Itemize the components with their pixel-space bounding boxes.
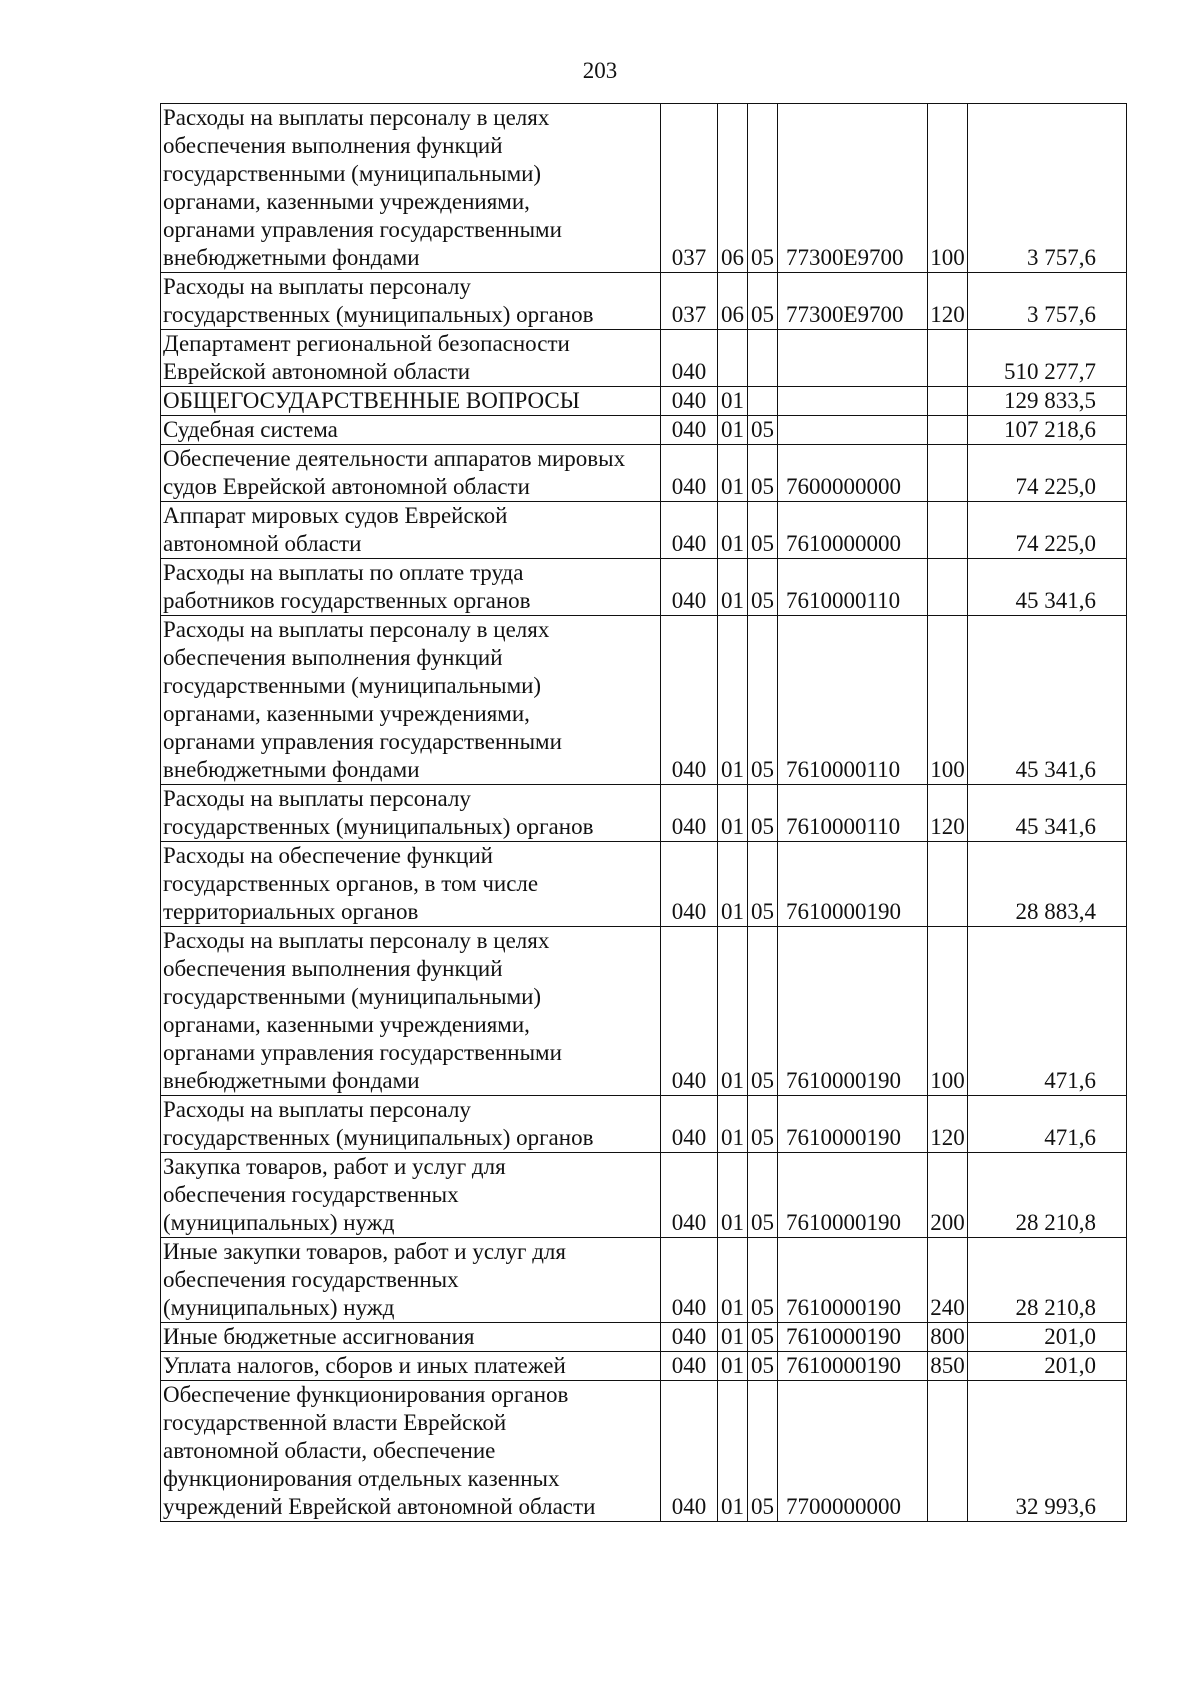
ministry-code-cell: 040 (661, 1352, 718, 1381)
ministry-code-cell: 040 (661, 1096, 718, 1153)
item-name-line: внебюджетными фондами (163, 757, 420, 782)
amount-cell: 45 341,6 (968, 559, 1127, 616)
table-row (161, 502, 1127, 559)
item-name-line: государственных (муниципальных) органов (163, 1125, 594, 1150)
item-name-line: ОБЩЕГОСУДАРСТВЕННЫЕ ВОПРОСЫ (163, 388, 580, 413)
subsection-code-cell (748, 387, 778, 416)
item-name-line: Судебная система (163, 417, 338, 442)
item-name-line: Расходы на выплаты персоналу в целях (163, 928, 550, 953)
item-name-line: государственных (муниципальных) органов (163, 814, 594, 839)
target-article-cell: 7610000190 (778, 1096, 928, 1153)
target-article-cell: 77300E9700 (778, 273, 928, 330)
ministry-code-cell: 040 (661, 387, 718, 416)
subsection-code-cell: 05 (748, 502, 778, 559)
ministry-code-cell: 040 (661, 1238, 718, 1323)
item-name-line: обеспечения выполнения функций (163, 133, 503, 158)
amount-cell: 471,6 (968, 1096, 1127, 1153)
item-name-line: государственными (муниципальными) (163, 161, 542, 186)
item-name-line: государственных (муниципальных) органов (163, 302, 594, 327)
item-name-cell (161, 559, 661, 616)
item-name-line: Расходы на выплаты персоналу в целях (163, 617, 550, 642)
item-name-cell (161, 1352, 661, 1381)
budget-table-body (161, 104, 1127, 1522)
item-name-line: государственной власти Еврейской (163, 1410, 507, 1435)
item-name-line: обеспечения выполнения функций (163, 645, 503, 670)
section-code-cell: 01 (718, 616, 748, 785)
section-code-cell: 01 (718, 1352, 748, 1381)
table-row (161, 785, 1127, 842)
ministry-code-cell: 040 (661, 1153, 718, 1238)
ministry-code-cell: 040 (661, 927, 718, 1096)
item-name-line: функционирования отдельных казенных (163, 1466, 560, 1491)
item-name-line: территориальных органов (163, 899, 419, 924)
amount-cell: 74 225,0 (968, 445, 1127, 502)
table-row (161, 1323, 1127, 1352)
subsection-code-cell: 05 (748, 273, 778, 330)
item-name-line: Иные бюджетные ассигнования (163, 1324, 475, 1349)
subsection-code-cell: 05 (748, 445, 778, 502)
target-article-cell: 77300E9700 (778, 104, 928, 273)
section-code-cell: 01 (718, 927, 748, 1096)
target-article-cell: 7610000190 (778, 927, 928, 1096)
ministry-code-cell: 040 (661, 1323, 718, 1352)
item-name-cell (161, 502, 661, 559)
expense-type-cell: 100 (928, 104, 968, 273)
item-name-line: Расходы на выплаты персоналу (163, 274, 471, 299)
subsection-code-cell: 05 (748, 416, 778, 445)
item-name-line: органами управления государственными (163, 729, 562, 754)
item-name-cell (161, 416, 661, 445)
expense-type-cell: 200 (928, 1153, 968, 1238)
table-row (161, 559, 1127, 616)
item-name-line: государственных органов, в том числе (163, 871, 539, 896)
item-name-line: автономной области, обеспечение (163, 1438, 496, 1463)
expense-type-cell: 850 (928, 1352, 968, 1381)
item-name-line: государственными (муниципальными) (163, 984, 542, 1009)
item-name-line: обеспечения государственных (163, 1267, 459, 1292)
section-code-cell: 01 (718, 1238, 748, 1323)
section-code-cell: 01 (718, 842, 748, 927)
table-row (161, 616, 1127, 785)
item-name-line: органами, казенными учреждениями, (163, 701, 530, 726)
expense-type-cell (928, 559, 968, 616)
table-row (161, 273, 1127, 330)
target-article-cell: 7610000110 (778, 616, 928, 785)
amount-cell: 510 277,7 (968, 330, 1127, 387)
ministry-code-cell: 040 (661, 502, 718, 559)
target-article-cell: 7600000000 (778, 445, 928, 502)
item-name-line: Расходы на выплаты персоналу (163, 1097, 471, 1122)
section-code-cell: 01 (718, 1096, 748, 1153)
expense-type-cell (928, 387, 968, 416)
table-row (161, 842, 1127, 927)
amount-cell: 45 341,6 (968, 616, 1127, 785)
target-article-cell (778, 416, 928, 445)
item-name-line: органами, казенными учреждениями, (163, 189, 530, 214)
section-code-cell: 06 (718, 273, 748, 330)
expense-type-cell: 240 (928, 1238, 968, 1323)
item-name-line: работников государственных органов (163, 588, 531, 613)
item-name-cell (161, 104, 661, 273)
ministry-code-cell: 040 (661, 1381, 718, 1522)
subsection-code-cell: 05 (748, 842, 778, 927)
item-name-line: Закупка товаров, работ и услуг для (163, 1154, 506, 1179)
expense-type-cell (928, 1381, 968, 1522)
amount-cell: 45 341,6 (968, 785, 1127, 842)
ministry-code-cell: 040 (661, 559, 718, 616)
budget-table (160, 103, 1127, 1522)
table-row (161, 1381, 1127, 1522)
table-row (161, 1153, 1127, 1238)
section-code-cell (718, 330, 748, 387)
subsection-code-cell: 05 (748, 927, 778, 1096)
ministry-code-cell: 040 (661, 842, 718, 927)
subsection-code-cell: 05 (748, 1323, 778, 1352)
subsection-code-cell: 05 (748, 1153, 778, 1238)
amount-cell: 107 218,6 (968, 416, 1127, 445)
section-code-cell: 01 (718, 445, 748, 502)
table-row (161, 1096, 1127, 1153)
item-name-line: обеспечения выполнения функций (163, 956, 503, 981)
subsection-code-cell: 05 (748, 616, 778, 785)
section-code-cell: 01 (718, 1323, 748, 1352)
table-row (161, 330, 1127, 387)
table-row (161, 927, 1127, 1096)
item-name-cell (161, 330, 661, 387)
section-code-cell: 01 (718, 559, 748, 616)
item-name-cell (161, 1323, 661, 1352)
table-row (161, 104, 1127, 273)
ministry-code-cell: 040 (661, 785, 718, 842)
item-name-line: Расходы на выплаты персоналу в целях (163, 105, 550, 130)
ministry-code-cell: 040 (661, 445, 718, 502)
amount-cell: 471,6 (968, 927, 1127, 1096)
expense-type-cell: 800 (928, 1323, 968, 1352)
amount-cell: 3 757,6 (968, 104, 1127, 273)
item-name-line: Департамент региональной безопасности (163, 331, 570, 356)
item-name-line: Расходы на выплаты по оплате труда (163, 560, 524, 585)
subsection-code-cell: 05 (748, 104, 778, 273)
expense-type-cell: 120 (928, 785, 968, 842)
amount-cell: 28 210,8 (968, 1153, 1127, 1238)
item-name-cell (161, 785, 661, 842)
expense-type-cell (928, 502, 968, 559)
item-name-line: внебюджетными фондами (163, 245, 420, 270)
item-name-line: Аппарат мировых судов Еврейской (163, 503, 508, 528)
item-name-line: Обеспечение деятельности аппаратов мировых (163, 446, 626, 471)
target-article-cell: 7610000110 (778, 559, 928, 616)
target-article-cell: 7610000190 (778, 1352, 928, 1381)
item-name-line: внебюджетными фондами (163, 1068, 420, 1093)
section-code-cell: 01 (718, 785, 748, 842)
expense-type-cell (928, 445, 968, 502)
expense-type-cell (928, 842, 968, 927)
amount-cell: 28 210,8 (968, 1238, 1127, 1323)
item-name-line: Расходы на выплаты персоналу (163, 786, 471, 811)
item-name-line: органами управления государственными (163, 217, 562, 242)
expense-type-cell: 120 (928, 1096, 968, 1153)
expense-type-cell (928, 416, 968, 445)
subsection-code-cell: 05 (748, 1381, 778, 1522)
ministry-code-cell: 037 (661, 273, 718, 330)
target-article-cell: 7610000190 (778, 1153, 928, 1238)
item-name-line: обеспечения государственных (163, 1182, 459, 1207)
ministry-code-cell: 040 (661, 330, 718, 387)
item-name-cell (161, 1381, 661, 1522)
section-code-cell: 01 (718, 416, 748, 445)
table-row (161, 387, 1127, 416)
item-name-line: Уплата налогов, сборов и иных платежей (163, 1353, 566, 1378)
amount-cell: 129 833,5 (968, 387, 1127, 416)
expense-type-cell (928, 330, 968, 387)
target-article-cell: 7610000190 (778, 1323, 928, 1352)
item-name-cell (161, 273, 661, 330)
table-row (161, 416, 1127, 445)
target-article-cell (778, 330, 928, 387)
item-name-line: судов Еврейской автономной области (163, 474, 530, 499)
item-name-line: органами, казенными учреждениями, (163, 1012, 530, 1037)
target-article-cell: 7610000110 (778, 785, 928, 842)
item-name-cell (161, 1096, 661, 1153)
item-name-cell (161, 927, 661, 1096)
expense-type-cell: 120 (928, 273, 968, 330)
item-name-line: автономной области (163, 531, 362, 556)
section-code-cell: 01 (718, 1153, 748, 1238)
ministry-code-cell: 040 (661, 416, 718, 445)
target-article-cell: 7610000000 (778, 502, 928, 559)
item-name-line: учреждений Еврейской автономной области (163, 1494, 596, 1519)
ministry-code-cell: 040 (661, 616, 718, 785)
subsection-code-cell: 05 (748, 1096, 778, 1153)
subsection-code-cell (748, 330, 778, 387)
table-row (161, 445, 1127, 502)
subsection-code-cell: 05 (748, 785, 778, 842)
section-code-cell: 01 (718, 502, 748, 559)
expense-type-cell: 100 (928, 616, 968, 785)
item-name-cell (161, 387, 661, 416)
section-code-cell: 06 (718, 104, 748, 273)
section-code-cell: 01 (718, 387, 748, 416)
item-name-cell (161, 616, 661, 785)
item-name-line: Иные закупки товаров, работ и услуг для (163, 1239, 566, 1264)
target-article-cell: 7700000000 (778, 1381, 928, 1522)
amount-cell: 3 757,6 (968, 273, 1127, 330)
item-name-line: государственными (муниципальными) (163, 673, 542, 698)
item-name-line: Обеспечение функционирования органов (163, 1382, 569, 1407)
target-article-cell: 7610000190 (778, 842, 928, 927)
page-number: 203 (582, 58, 618, 83)
item-name-cell (161, 1238, 661, 1323)
expense-type-cell: 100 (928, 927, 968, 1096)
amount-cell: 201,0 (968, 1323, 1127, 1352)
item-name-line: (муниципальных) нужд (163, 1295, 395, 1320)
subsection-code-cell: 05 (748, 1352, 778, 1381)
target-article-cell: 7610000190 (778, 1238, 928, 1323)
item-name-cell (161, 445, 661, 502)
table-row (161, 1352, 1127, 1381)
subsection-code-cell: 05 (748, 559, 778, 616)
item-name-line: Еврейской автономной области (163, 359, 471, 384)
target-article-cell (778, 387, 928, 416)
amount-cell: 74 225,0 (968, 502, 1127, 559)
item-name-line: Расходы на обеспечение функций (163, 843, 493, 868)
item-name-line: органами управления государственными (163, 1040, 562, 1065)
amount-cell: 32 993,6 (968, 1381, 1127, 1522)
table-row (161, 1238, 1127, 1323)
ministry-code-cell: 037 (661, 104, 718, 273)
subsection-code-cell: 05 (748, 1238, 778, 1323)
item-name-line: (муниципальных) нужд (163, 1210, 395, 1235)
amount-cell: 28 883,4 (968, 842, 1127, 927)
item-name-cell (161, 842, 661, 927)
item-name-cell (161, 1153, 661, 1238)
section-code-cell: 01 (718, 1381, 748, 1522)
amount-cell: 201,0 (968, 1352, 1127, 1381)
